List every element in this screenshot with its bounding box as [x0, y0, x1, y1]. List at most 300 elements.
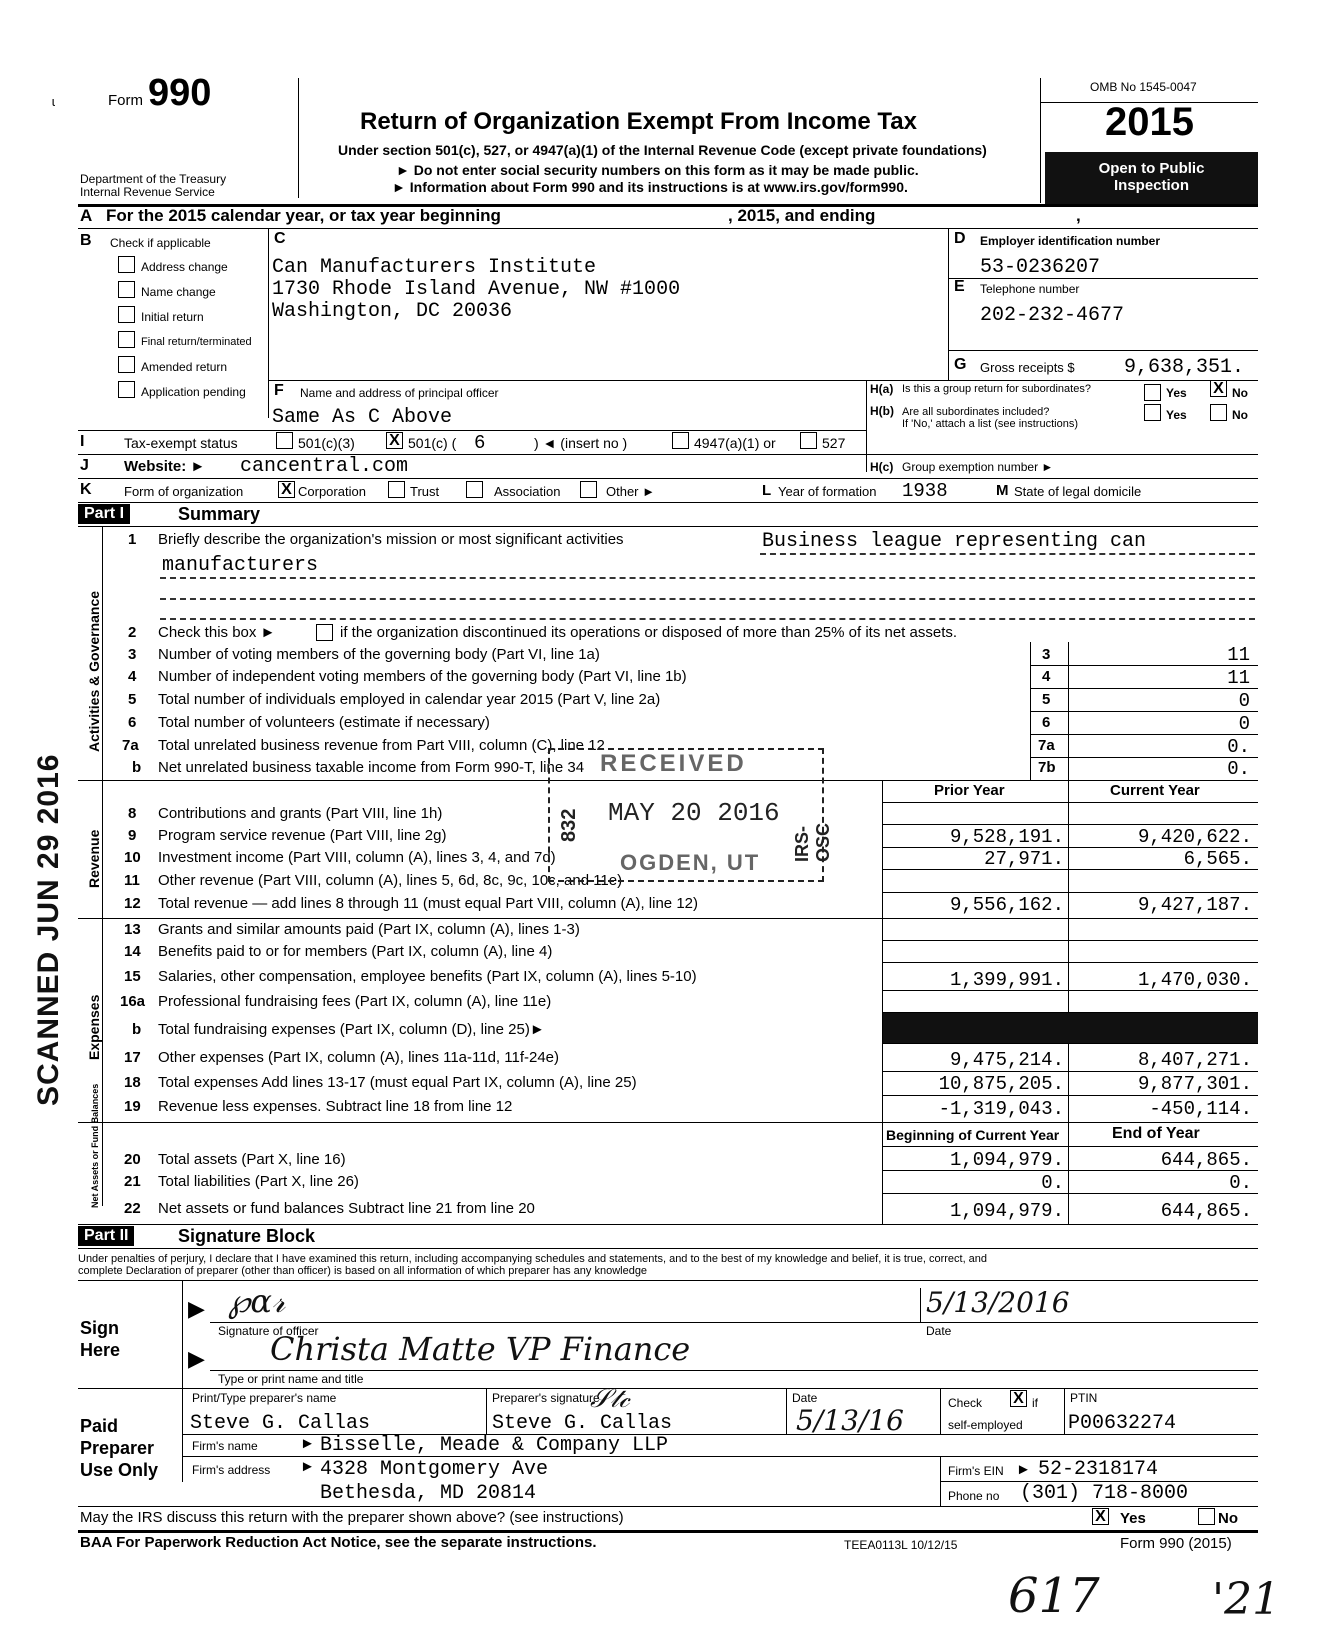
paid-label: Paid [80, 1416, 119, 1436]
mission-line2: manufacturers [162, 554, 319, 577]
ein-label: Employer identification number [980, 234, 1161, 248]
discuss-no-checkbox[interactable] [1198, 1508, 1215, 1525]
sign-arrow-2: ▶ [188, 1346, 205, 1371]
received-irs: IRS-OSC [792, 822, 833, 862]
rule-part2 [78, 1248, 1258, 1249]
rule-f-top [268, 380, 1258, 381]
prep-date-divider [940, 1388, 941, 1434]
ha-label: H(a) [870, 382, 894, 396]
tax-year: 2015 [1105, 100, 1194, 144]
hb-no-label: No [1232, 408, 1248, 422]
ha-no-checkbox[interactable]: X [1210, 380, 1227, 397]
501c-label: 501(c) ( [408, 435, 457, 451]
prep-name-label: Print/Type preparer's name [192, 1391, 337, 1405]
phone-label: Telephone number [980, 282, 1080, 296]
line4-num: 4 [128, 668, 137, 685]
corner-mark: ɩ [52, 94, 55, 109]
line15-prior: 1,399,991. [949, 969, 1064, 991]
org-address: 1730 Rhode Island Avenue, NW #1000 [272, 278, 681, 301]
line18-text: Total expenses Add lines 13-17 (must equal Part IX, column (A), line 25) [158, 1074, 637, 1091]
rule-firm-name [182, 1456, 1258, 1457]
name-change-label: Name change [141, 285, 216, 299]
line20-num: 20 [124, 1151, 141, 1168]
trust-checkbox[interactable] [388, 481, 405, 498]
line15-num: 15 [124, 968, 141, 985]
tax-exempt-label: Tax-exempt status [124, 435, 238, 451]
corporation-label: Corporation [298, 484, 366, 499]
part2-badge: Part II [78, 1226, 134, 1246]
rule-discuss-top [78, 1506, 1258, 1507]
discuss-no-label: No [1218, 1510, 1238, 1527]
line6-text: Total number of volunteers (estimate if necessary) [158, 714, 490, 731]
line7a-box: 7a [1038, 737, 1055, 754]
prep-sig-divider [786, 1388, 787, 1434]
penalty-text2: complete Declaration of preparer (other than officer) is based on all information of which preparer has any knowledge [78, 1265, 648, 1277]
final-return-checkbox[interactable] [118, 331, 135, 348]
year-formation-value: 1938 [902, 480, 948, 502]
omb-number: OMB No 1545-0047 [1090, 80, 1197, 94]
here-label: Here [80, 1340, 121, 1360]
officer-signature[interactable]: ℘ɑ𝓇 [228, 1282, 286, 1320]
501c-number: 6 [474, 432, 486, 454]
ha-no-label: No [1232, 386, 1248, 400]
line15-current: 1,470,030. [1137, 969, 1252, 991]
mission-rule2 [160, 577, 1255, 579]
sign-left-divider [182, 1280, 183, 1482]
row-k-letter: K [80, 481, 92, 498]
rev-col-mid [1068, 780, 1069, 920]
line19-current: -450,114. [1149, 1098, 1252, 1120]
rule-net-top [78, 1122, 1258, 1123]
principal-officer-value: Same As C Above [272, 406, 453, 429]
box-e-letter: E [954, 278, 965, 295]
open-to-public-box [1045, 152, 1258, 204]
baa-notice: BAA For Paperwork Reduction Act Notice, see the separate instructions. [80, 1534, 597, 1551]
association-checkbox[interactable] [466, 481, 483, 498]
box-c-letter: C [274, 230, 286, 247]
ha-yes-checkbox[interactable] [1144, 384, 1161, 401]
address-change-label: Address change [141, 260, 228, 274]
gross-receipts-label: Gross receipts $ [980, 360, 1075, 375]
line19-prior: -1,319,043. [938, 1098, 1064, 1120]
line13-text: Grants and similar amounts paid (Part IX, column (A), lines 1-3) [158, 921, 580, 938]
self-employed-checkbox[interactable]: X [1010, 1390, 1027, 1407]
line3-text: Number of voting members of the governing body (Part VI, line 1a) [158, 646, 600, 663]
rule-g-top [948, 350, 1258, 351]
prior-year-header: Prior Year [934, 782, 1005, 799]
org-name: Can Manufacturers Institute [272, 256, 597, 279]
hb-label: H(b) [870, 404, 894, 418]
discuss-yes-checkbox[interactable]: X [1092, 1508, 1109, 1525]
line7b-value: 0. [1227, 758, 1250, 780]
info-note: ► Information about Form 990 and its instructions is at www.irs.gov/form990. [392, 179, 908, 195]
line9-current: 9,420,622. [1137, 826, 1252, 848]
rule-a-bottom [78, 228, 1258, 229]
part2-title: Signature Block [178, 1226, 316, 1246]
line17-current: 8,407,271. [1137, 1049, 1252, 1071]
rule-k-bottom [78, 502, 1258, 503]
rule-exp-top [78, 918, 1258, 919]
name-change-checkbox[interactable] [118, 281, 135, 298]
hc-text: Group exemption number ► [902, 460, 1054, 474]
line11-text: Other revenue (Part VIII, column (A), lines 5, 6d, 8c, 9c, 10c, and 11e) [158, 872, 623, 889]
gross-receipts-value: 9,638,351. [1124, 356, 1245, 379]
dept-treasury: Department of the Treasury [80, 172, 227, 186]
final-return-label: Final return/terminated [141, 336, 252, 348]
net-col-left [882, 1122, 883, 1224]
received-code: 832 [558, 808, 580, 842]
line2-checkbox[interactable] [316, 624, 333, 641]
row-a-mid: , 2015, and ending [728, 206, 876, 225]
line6-value: 0 [1238, 713, 1250, 735]
firm-addr1: 4328 Montgomery Ave [320, 1458, 549, 1481]
received-city: OGDEN, UT [620, 850, 761, 875]
website-label: Website: ► [124, 458, 206, 475]
prep-date-label: Date [792, 1391, 818, 1405]
application-pending-checkbox[interactable] [118, 381, 135, 398]
line21-text: Total liabilities (Part X, line 26) [158, 1173, 359, 1190]
preparer-label: Preparer [80, 1438, 155, 1458]
exp-rule-13 [882, 940, 1258, 941]
open-to-public-label: Open to Public [1098, 160, 1205, 177]
line5-value: 0 [1238, 690, 1250, 712]
line10-text: Investment income (Part VIII, column (A), lines 3, 4, and 7d) [158, 849, 556, 866]
net-rule-21 [882, 1193, 1258, 1194]
ein-value: 53-0236207 [980, 256, 1101, 279]
scanned-stamp: SCANNED JUN 29 2016 [32, 753, 65, 1106]
state-domicile-label: State of legal domicile [1014, 484, 1142, 499]
line10-current: 6,565. [1183, 848, 1252, 870]
penalty-text1: Under penalties of perjury, I declare that I have examined this return, including accompanying schedules and statements, and to the best of my knowledge and belief, it is true, correct, and [78, 1253, 988, 1265]
org-city: Washington, DC 20036 [272, 300, 513, 323]
rule-footer-top [78, 1530, 1258, 1533]
row-a-text: For the 2015 calendar year, or tax year beginning [106, 206, 501, 225]
mission-rule1 [760, 553, 1255, 555]
line5-num: 5 [128, 691, 137, 708]
principal-officer-label: Name and address of principal officer [300, 386, 499, 400]
ptin-divider [1064, 1388, 1065, 1434]
firm-addr2: Bethesda, MD 20814 [320, 1482, 537, 1505]
line21-num: 21 [124, 1173, 141, 1190]
line4-value: 11 [1227, 667, 1250, 689]
firm-name: Bisselle, Meade & Company LLP [320, 1434, 669, 1457]
sign-arrow-1: ▶ [188, 1296, 205, 1321]
line17-num: 17 [124, 1049, 141, 1066]
current-year-header: Current Year [1110, 782, 1200, 799]
sig-officer-label: Signature of officer [218, 1324, 319, 1338]
use-only-label: Use Only [80, 1460, 159, 1480]
501c3-label: 501(c)(3) [298, 435, 355, 451]
line22-num: 22 [124, 1200, 141, 1217]
rev-header-rule [882, 802, 1258, 803]
part1-title: Summary [178, 504, 261, 524]
line10-prior: 27,971. [984, 848, 1064, 870]
box-d-letter: D [954, 230, 966, 247]
row-a-end: , [1076, 206, 1081, 225]
firm-addr-label: Firm's address [192, 1463, 271, 1477]
line16a-num: 16a [120, 993, 146, 1010]
prep-sig-label: Preparer's signature [492, 1391, 600, 1405]
hb-yes-checkbox[interactable] [1144, 404, 1161, 421]
line12-prior: 9,556,162. [949, 894, 1064, 916]
net-col-mid [1068, 1122, 1069, 1224]
line2-text: Check this box ► [158, 624, 276, 641]
line7b-num: b [132, 759, 142, 776]
ha-text: Is this a group return for subordinates? [902, 383, 1091, 395]
address-change-checkbox[interactable] [118, 256, 135, 273]
line11-num: 11 [124, 872, 140, 889]
amended-return-label: Amended return [141, 360, 228, 374]
rev-rule-8 [882, 824, 1258, 825]
officer-name-title: Christa Matte VP Finance [270, 1330, 691, 1368]
end-year-header: End of Year [1112, 1125, 1200, 1142]
form-number: 990 [148, 72, 212, 114]
header-divider-right [1040, 78, 1041, 203]
received-date: MAY 20 2016 [608, 798, 780, 828]
side-label-net-assets: Net Assets or Fund Balances [90, 1083, 100, 1208]
line20-current: 644,865. [1160, 1149, 1252, 1171]
other-checkbox[interactable] [580, 481, 597, 498]
sig-date-divider [920, 1288, 921, 1322]
ha-yes-label: Yes [1166, 386, 1187, 400]
row-m-letter: M [996, 482, 1009, 499]
year-formation-label: Year of formation [778, 484, 877, 499]
handwritten-number-1: 617 [1008, 1568, 1100, 1624]
form-footer-label: Form 990 (2015) [1120, 1535, 1232, 1552]
exp-rule-15 [882, 990, 1258, 991]
exp-rule-18 [882, 1095, 1258, 1096]
line9-num: 9 [128, 827, 137, 844]
box-b-letter: B [80, 232, 92, 249]
part1-badge: Part I [78, 504, 130, 524]
discuss-yes-label: Yes [1120, 1510, 1146, 1527]
check-if-label: if [1032, 1396, 1038, 1410]
initial-return-label: Initial return [141, 310, 204, 324]
line12-num: 12 [124, 895, 141, 912]
ptin-label: PTIN [1070, 1391, 1098, 1405]
527-checkbox[interactable] [800, 432, 817, 449]
firm-name-label: Firm's name [192, 1439, 258, 1453]
line7b-box: 7b [1038, 759, 1056, 776]
line20-text: Total assets (Part X, line 16) [158, 1151, 346, 1168]
line22-current: 644,865. [1160, 1200, 1252, 1222]
line16a-text: Professional fundraising fees (Part IX, column (A), line 11e) [158, 993, 552, 1010]
rule-i-top [78, 430, 866, 431]
line18-prior: 10,875,205. [938, 1073, 1064, 1095]
trust-label: Trust [410, 484, 440, 499]
side-label-expenses: Expenses [86, 994, 102, 1060]
form-code: TEEA0113L 10/12/15 [844, 1538, 958, 1552]
association-label: Association [494, 484, 561, 499]
handwritten-number-2: '21 [1212, 1574, 1281, 1625]
4947-label: 4947(a)(1) or [694, 435, 776, 451]
amended-return-checkbox[interactable] [118, 356, 135, 373]
line4-text: Number of independent voting members of the governing body (Part VI, line 1b) [158, 668, 687, 685]
rule-sign-top [78, 1280, 1258, 1281]
line2-text2: if the organization discontinued its operations or disposed of more than 25% of its net assets. [340, 624, 958, 641]
line12-current: 9,427,187. [1137, 894, 1252, 916]
rev-rule-11 [882, 892, 1258, 893]
date-line [920, 1322, 1258, 1323]
gov-rule-5 [1030, 711, 1258, 712]
mission-rule4 [160, 618, 1255, 620]
side-label-governance: Activities & Governance [86, 590, 102, 752]
line6-num: 6 [128, 714, 137, 731]
form-subtitle: Under section 501(c), 527, or 4947(a)(1) of the Internal Revenue Code (except private foundations) [338, 142, 987, 158]
row-i-letter: I [80, 433, 85, 450]
line14-num: 14 [124, 943, 141, 960]
rule-part2-top [78, 1224, 1258, 1225]
firm-ein: 52-2318174 [1038, 1458, 1159, 1481]
line16b-shaded [883, 1013, 1258, 1043]
gov-rule-3 [1030, 665, 1258, 666]
line22-text: Net assets or fund balances Subtract line 21 from line 20 [158, 1200, 535, 1217]
type-name-label: Type or print name and title [218, 1372, 364, 1386]
line7a-num: 7a [122, 737, 139, 754]
check-label: Check [948, 1396, 983, 1410]
rule-e-top [948, 278, 1258, 279]
insert-no-label: ) ◄ (insert no ) [534, 435, 628, 451]
line12-text: Total revenue — add lines 8 through 11 (must equal Part VIII, column (A), line 12) [158, 895, 698, 912]
line16b-text: Total fundraising expenses (Part IX, column (D), line 25)► [158, 1021, 545, 1038]
date-label: Date [926, 1324, 952, 1338]
mission-line1: Business league representing can [762, 530, 1147, 553]
side-divider [102, 526, 103, 1206]
line3-box: 3 [1042, 646, 1051, 663]
line7a-value: 0. [1227, 736, 1250, 758]
hc-label: H(c) [870, 460, 894, 474]
prep-signature-scrawl[interactable]: 𝒮𝓉𝒸 [590, 1384, 630, 1414]
line22-prior: 1,094,979. [949, 1200, 1064, 1222]
line19-text: Revenue less expenses. Subtract line 18 from line 12 [158, 1098, 513, 1115]
line2-num: 2 [128, 624, 137, 641]
phone-value: 202-232-4677 [980, 304, 1125, 327]
name-line [210, 1370, 1258, 1371]
box-g-letter: G [954, 356, 967, 373]
hb-no-checkbox[interactable] [1210, 404, 1227, 421]
line16b-num: b [132, 1021, 142, 1038]
line8-num: 8 [128, 805, 137, 822]
row-a-letter: A [80, 206, 93, 225]
rule-k-top [78, 478, 1258, 479]
line4-box: 4 [1042, 668, 1051, 685]
application-pending-label: Application pending [141, 385, 246, 399]
form-title: Return of Organization Exempt From Income Tax [360, 108, 917, 135]
box-b-divider [268, 228, 269, 418]
form-of-org-label: Form of organization [124, 484, 244, 499]
ssn-note: ► Do not enter social security numbers on this form as it may be made public. [396, 162, 919, 178]
box-h-divider [866, 380, 867, 472]
rev-rule-10 [882, 869, 1258, 870]
sign-label: Sign [80, 1318, 119, 1338]
line18-current: 9,877,301. [1137, 1073, 1252, 1095]
501c-checkbox[interactable]: X [386, 432, 403, 449]
firm-ein-label: Firm's EIN [948, 1464, 1004, 1478]
line21-current: 0. [1229, 1172, 1252, 1194]
501c3-checkbox[interactable] [276, 432, 293, 449]
net-header-rule [882, 1146, 1258, 1147]
line3-num: 3 [128, 646, 137, 663]
rev-col-left [882, 780, 883, 920]
hb-text: Are all subordinates included? [902, 406, 1050, 418]
firm-ein-arrow: ► [1016, 1461, 1031, 1478]
beg-year-header: Beginning of Current Year [886, 1127, 1060, 1143]
firm-name-arrow: ► [300, 1435, 315, 1452]
row-j-letter: J [80, 457, 89, 474]
other-label: Other ► [606, 484, 655, 499]
prep-date: 5/13/16 [796, 1404, 904, 1437]
line17-text: Other expenses (Part IX, column (A), lines 11a-11d, 11f-24e) [158, 1049, 560, 1066]
self-employed-label: self-employed [948, 1418, 1023, 1432]
line21-prior: 0. [1041, 1172, 1064, 1194]
irs-label: Internal Revenue Service [80, 185, 215, 199]
line7a-text: Total unrelated business revenue from Part VIII, column (C), line 12 [158, 737, 605, 754]
header-divider-left [298, 78, 299, 198]
line13-num: 13 [124, 921, 141, 938]
line5-text: Total number of individuals employed in calendar year 2015 (Part V, line 2a) [158, 691, 661, 708]
exp-rule-16b [882, 1043, 1258, 1044]
sig-line [210, 1322, 920, 1323]
exp-rule-17 [882, 1071, 1258, 1072]
line8-text: Contributions and grants (Part VIII, line 1h) [158, 805, 443, 822]
line9-text: Program service revenue (Part VIII, line 2g) [158, 827, 447, 844]
527-label: 527 [822, 435, 846, 451]
corporation-checkbox[interactable]: X [278, 481, 295, 498]
line20-prior: 1,094,979. [949, 1149, 1064, 1171]
line10-num: 10 [124, 849, 141, 866]
line15-text: Salaries, other compensation, employee benefits (Part IX, column (A), lines 5-10) [158, 968, 697, 985]
phone-no-value: (301) 718-8000 [1020, 1482, 1189, 1505]
line14-text: Benefits paid to or for members (Part IX, column (A), line 4) [158, 943, 553, 960]
inspection-label: Inspection [1113, 177, 1189, 194]
row-l-letter: L [762, 482, 772, 499]
received-label: RECEIVED [600, 750, 747, 777]
phone-no-label: Phone no [948, 1489, 1000, 1503]
gov-rule-6 [1030, 734, 1258, 735]
ptin-value: P00632274 [1068, 1412, 1177, 1435]
prep-name-divider [486, 1388, 487, 1434]
line18-num: 18 [124, 1074, 141, 1091]
firm-addr-arrow: ► [300, 1458, 315, 1475]
line7b-text: Net unrelated business taxable income from Form 990-T, line 34 [158, 759, 585, 776]
prep-name: Steve G. Callas [190, 1412, 371, 1435]
line1-num: 1 [128, 531, 137, 548]
exp-rule-14 [882, 962, 1258, 963]
received-stamp [548, 748, 833, 882]
prep-sig: Steve G. Callas [492, 1412, 673, 1435]
officer-date: 5/13/2016 [926, 1286, 1070, 1319]
rule-part1 [78, 526, 1258, 527]
website-value[interactable]: cancentral.com [240, 455, 409, 478]
discuss-text: May the IRS discuss this return with the preparer shown above? (see instructions) [80, 1509, 624, 1526]
year-rule [1040, 102, 1258, 103]
box-b-title: Check if applicable [110, 236, 211, 250]
line3-value: 11 [1227, 644, 1250, 666]
line6-box: 6 [1042, 714, 1051, 731]
line5-box: 5 [1042, 691, 1051, 708]
4947-checkbox[interactable] [672, 432, 689, 449]
rule-paid-top [78, 1388, 1258, 1389]
gov-rule-4 [1030, 688, 1258, 689]
mission-rule3 [160, 598, 1255, 600]
hb-text2: If 'No,' attach a list (see instructions) [902, 418, 1078, 430]
initial-return-checkbox[interactable] [118, 306, 135, 323]
line9-prior: 9,528,191. [949, 826, 1064, 848]
net-rule-20 [882, 1170, 1258, 1171]
line17-prior: 9,475,214. [949, 1049, 1064, 1071]
form-prefix: Form [108, 92, 143, 109]
line1-text: Briefly describe the organization's mission or most significant activities [158, 531, 624, 548]
